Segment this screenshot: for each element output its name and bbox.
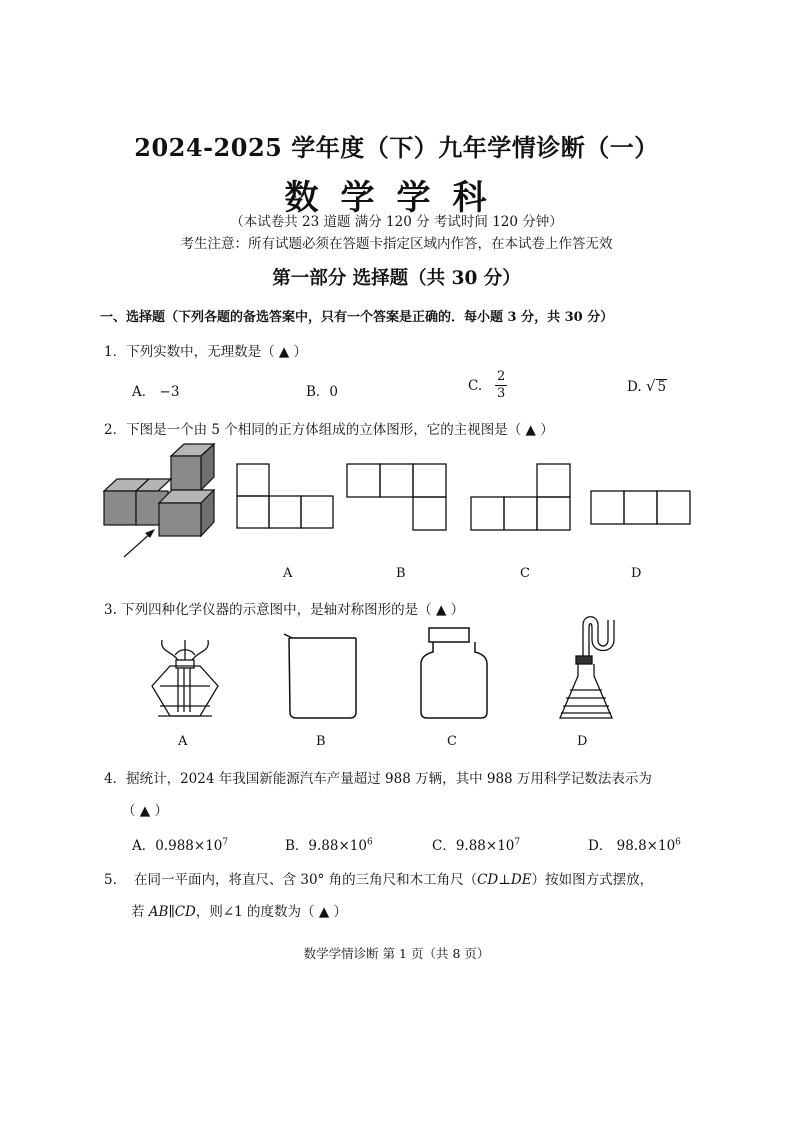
question-4-answer-blank: （ ▲ ） (122, 803, 168, 819)
question-4-stem: 4．据统计，2024 年我国新能源汽车产量超过 988 万辆，其中 988 万用科学记数法表示为 (104, 771, 652, 787)
question-5-line2 (131, 900, 347, 920)
q3-label-a: A (178, 734, 188, 749)
exam-notice: 考生注意：所有试题必须在答题卡指定区域内作答，在本试卷上作答无效 (180, 236, 613, 252)
fraction-denominator: 3 (497, 386, 506, 402)
q1-option-d-label: D. (627, 379, 642, 395)
q4-option-c-text: C．9.88×10 (432, 838, 515, 854)
exam-title: 2024-2025 学年度（下）九年学情诊断（一） (134, 133, 659, 162)
q4-option-c-exponent: 7 (514, 837, 521, 848)
q2-label-d: D (631, 566, 642, 581)
q2-label-c: C (520, 566, 530, 581)
question-2-stem: 2．下图是一个由 5 个相同的正方体组成的立体图形，它的主视图是（ ▲ ） (104, 422, 554, 438)
q4-option-a (132, 834, 228, 854)
q1-option-a-label: A． (132, 384, 156, 400)
part-title: 第一部分 选择题（共 30 分） (272, 268, 521, 289)
alcohol-lamp-icon (152, 640, 218, 716)
q3-label-c: C (447, 734, 457, 749)
q2-label-a: A (283, 566, 293, 581)
q5-number: 5. (104, 872, 117, 888)
q2-label-b: B (396, 566, 406, 581)
q5-relation-parallel: AB∥CD (148, 904, 196, 920)
q5-line2-pre: 若 (131, 904, 149, 920)
q4-option-c (432, 834, 520, 854)
q4-option-a-exponent: 7 (222, 837, 229, 848)
q3-label-d: D (577, 734, 588, 749)
reagent-bottle-icon (421, 628, 487, 718)
question-1-stem: 1．下列实数中，无理数是（ ▲ ） (104, 344, 308, 360)
q5-stem-post: ）按如图方式摆放， (531, 872, 654, 888)
exam-info: （本试卷共 23 道题 满分 120 分 考试时间 120 分钟） (230, 214, 563, 230)
q4-option-a-text: A．0.988×10 (132, 838, 223, 854)
q4-option-b-text: B．9.88×10 (285, 838, 367, 854)
question-3-stem: 3. 下列四种化学仪器的示意图中，是轴对称图形的是（ ▲ ） (104, 602, 465, 618)
q4-option-d-exponent: 6 (675, 837, 681, 848)
q4-option-d-text: D． 98.8×10 (588, 838, 676, 854)
subject-title: 数学学科 (284, 178, 509, 218)
q5-relation-perp: CD⊥DE (477, 872, 532, 888)
question-5-stem (104, 868, 653, 888)
beaker-icon (284, 634, 356, 718)
q3-label-b: B (316, 734, 326, 749)
q5-stem-pre: 在同一平面内，将直尺、含 30° 角的三角尺和木工角尺（ (134, 872, 478, 888)
page-footer: 数学学情诊断 第 1 页（共 8 页） (303, 946, 490, 961)
section-title: 一、选择题（下列各题的备选答案中，只有一个答案是正确的．每小题 3 分，共 30 分） (100, 310, 614, 325)
q5-line2-post: ，则∠1 的度数为（ ▲ ） (195, 904, 348, 920)
q4-option-b-exponent: 6 (366, 837, 373, 848)
fraction-numerator: 2 (495, 369, 507, 386)
q1-option-a-value: −3 (159, 384, 180, 400)
conical-flask-icon (560, 617, 614, 718)
q1-option-b: B．0 (306, 384, 339, 400)
q4-option-d (588, 834, 681, 854)
q1-option-c-label: C. (468, 377, 483, 394)
sqrt-symbol-icon: √ (645, 377, 656, 395)
q4-option-b (285, 834, 373, 854)
q1-option-d-radicand: 5 (657, 379, 667, 395)
